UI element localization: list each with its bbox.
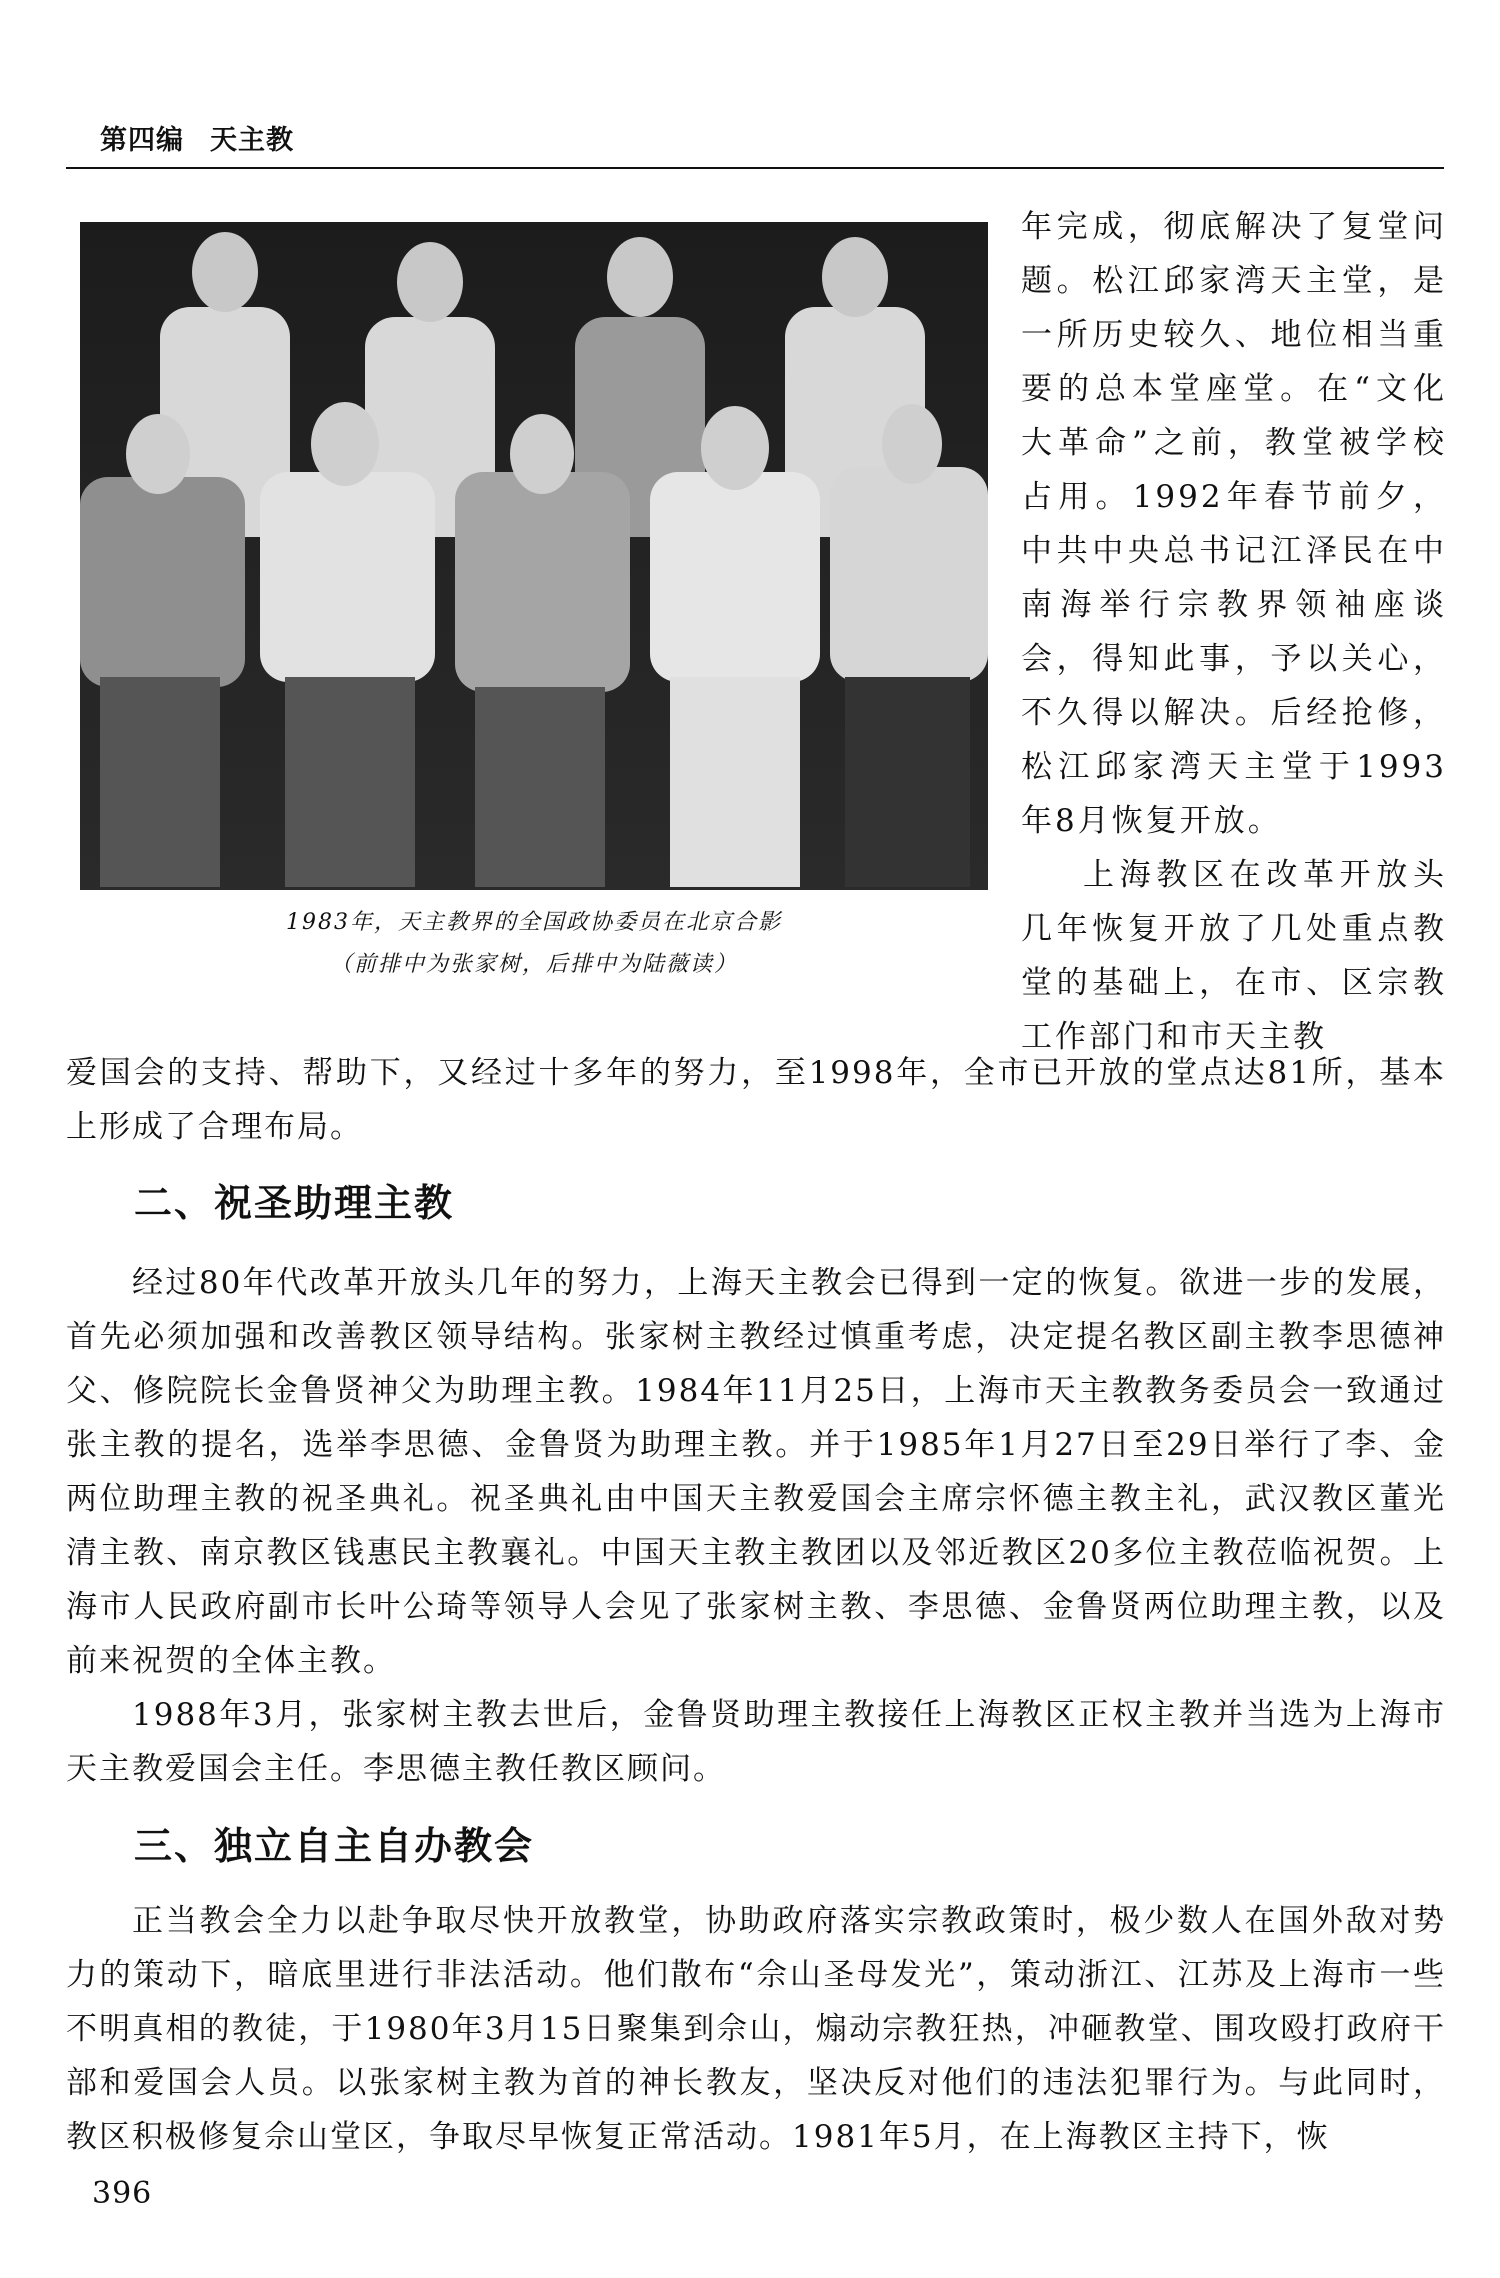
side-column (1021, 200, 1447, 1064)
photo-caption-line1: 1983年，天主教界的全国政协委员在北京合影 (286, 910, 782, 935)
header-rule (66, 167, 1444, 169)
running-head (100, 118, 294, 157)
chapter-title: 天主教 (210, 125, 294, 156)
section-heading: 二、祝圣助理主教 (134, 1181, 455, 1225)
continuation-paragraph: 爱国会的支持、帮助下，又经过十多年的努力，至1998年，全市已开放的堂点达81所，基本上形成了合理布局。 (66, 1055, 1446, 1145)
page-number: 396 (92, 2176, 153, 2211)
section3-body (66, 1894, 1446, 2164)
body-paragraph: 经过80年代改革开放头几年的努力，上海天主教会已得到一定的恢复。欲进一步的发展，首先必须加强和改善教区领导结构。张家树主教经过慎重考虑，决定提名教区副主教李思德神父、修院院长金鲁贤神父为助理主教。1984年11月25日，上海市天主教教务委员会一致通过张主教的提名，选举李思德、金鲁贤为助理主教。并于1985年1月27日至29日举行了李、金两位助理主教的祝圣典礼。祝圣典礼由中国天主教爱国会主席宗怀德主教主礼，武汉教区董光清主教、南京教区钱惠民主教襄礼。中国天主教主教团以及邻近教区20多位主教莅临祝贺。上海市人民政府副市长叶公琦等领导人会见了张家树主教、李思德、金鲁贤两位助理主教，以及前来祝贺的全体主教。 (66, 1265, 1446, 1679)
group-photo (80, 222, 988, 890)
group-photo-illustration (80, 222, 988, 890)
section-heading: 三、独立自主自办教会 (134, 1824, 535, 1868)
section2-body (66, 1256, 1446, 1796)
part-label: 第四编 (100, 125, 184, 156)
body-paragraph: 1988年3月，张家树主教去世后，金鲁贤助理主教接任上海教区正权主教并当选为上海市天主教爱国会主任。李思德主教任教区顾问。 (66, 1697, 1446, 1787)
body-paragraph: 正当教会全力以赴争取尽快开放教堂，协助政府落实宗教政策时，极少数人在国外敌对势力的策动下，暗底里进行非法活动。他们散布“佘山圣母发光”，策动浙江、江苏及上海市一些不明真相的教徒，于1980年3月15日聚集到佘山，煽动宗教狂热，冲砸教堂、围攻殴打政府干部和爱国会人员。以张家树主教为首的神长教友，坚决反对他们的违法犯罪行为。与此同时，教区积极修复佘山堂区，争取尽早恢复正常活动。1981年5月，在上海教区主持下，恢 (66, 1903, 1446, 2155)
continuation-text (66, 1046, 1446, 1154)
photo-caption-line2: （前排中为张家树，后排中为陆薇读） (329, 952, 738, 977)
side-paragraph: 上海教区在改革开放头几年恢复开放了几处重点教堂的基础上，在市、区宗教工作部门和市天主教 (1021, 857, 1447, 1055)
side-paragraph: 年完成，彻底解决了复堂问题。松江邱家湾天主堂，是一所历史较久、地位相当重要的总本堂座堂。在“文化大革命”之前，教堂被学校占用。1992年春节前夕，中共中央总书记江泽民在中南海举行宗教界领袖座谈会，得知此事，予以关心，不久得以解决。后经抢修，松江邱家湾天主堂于1993年8月恢复开放。 (1021, 209, 1447, 839)
